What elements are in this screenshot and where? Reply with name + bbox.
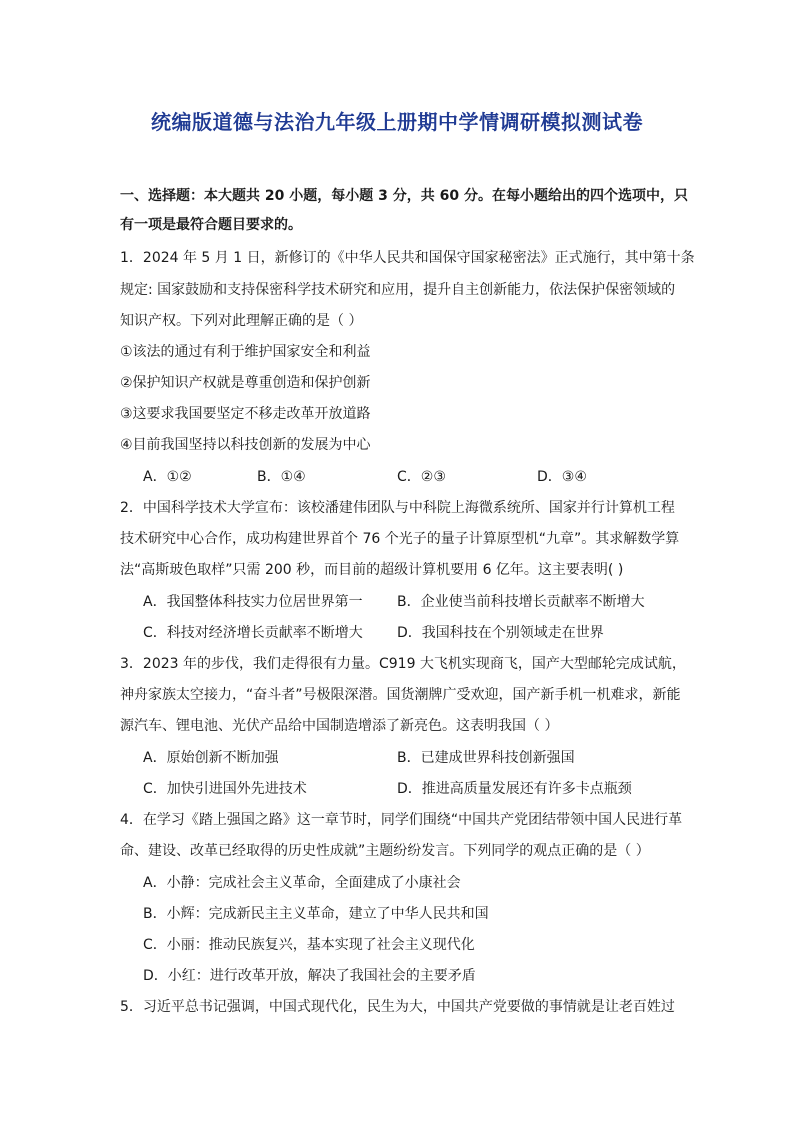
q2-stem-line2: 技术研究中心合作，成功构建世界首个 76 个光子的量子计算原型机“九章”。其求解数学算 (120, 531, 680, 547)
q1-stem-line1: 1．2024 年 5 月 1 日，新修订的《中华人民共和国保守国家秘密法》正式施行，其中第十条 (120, 250, 695, 266)
page-title: 统编版道德与法治九年级上册期中学情调研模拟测试卷 (151, 110, 643, 134)
q1-stem-line2: 规定: 国家鼓励和支持保密科学技术研究和应用，提升自主创新能力，依法保护保密领域的 (120, 282, 676, 298)
q3-stem-line3: 源汽车、锂电池、光伏产品给中国制造增添了新亮色。这表明我国（ ） (120, 718, 559, 734)
q2-stem-line3: 法“高斯玻色取样”只需 200 秒，而目前的超级计算机要用 6 亿年。这主要表明( ) (120, 562, 624, 578)
q1-option-a: A．①② (143, 469, 192, 485)
q2-option-d: D．我国科技在个别领域走在世界 (397, 625, 604, 641)
q1-item-3: ③这要求我国要坚定不移走改革开放道路 (120, 406, 371, 422)
q4-option-d: D．小红：进行改革开放，解决了我国社会的主要矛盾 (143, 968, 476, 984)
q2-option-a: A．我国整体科技实力位居世界第一 (143, 594, 363, 610)
q2-option-c: C．科技对经济增长贡献率不断增大 (143, 625, 363, 641)
q3-stem-line1: 3．2023 年的步伐，我们走得很有力量。C919 大飞机实现商飞，国产大型邮轮完成试航， (120, 656, 686, 672)
q2-option-b: B．企业使当前科技增长贡献率不断增大 (397, 594, 645, 610)
q3-option-c: C．加快引进国外先进技术 (143, 781, 307, 797)
q1-option-b: B．①④ (257, 469, 306, 485)
q4-stem-line2: 命、建设、改革已经取得的历史性成就”主题纷纷发言。下列同学的观点正确的是（ ） (120, 843, 650, 859)
q3-stem-line2: 神舟家族太空接力，“奋斗者”号极限深潜。国货潮牌广受欢迎，国产新手机一机难求，新能 (120, 687, 681, 703)
q3-option-d: D．推进高质量发展还有许多卡点瓶颈 (397, 781, 632, 797)
section-heading-line1: 一、选择题：本大题共 20 小题，每小题 3 分，共 60 分。在每小题给出的四个选项中，只 (120, 188, 688, 204)
q1-stem-line3: 知识产权。下列对此理解正确的是（ ） (120, 313, 363, 329)
q4-option-a: A．小静：完成社会主义革命，全面建成了小康社会 (143, 875, 461, 891)
q1-option-c: C．②③ (397, 469, 446, 485)
q1-item-1: ①该法的通过有利于维护国家安全和利益 (120, 344, 371, 360)
q4-option-c: C．小丽：推动民族复兴，基本实现了社会主义现代化 (143, 937, 475, 953)
q5-stem-line1: 5．习近平总书记强调，中国式现代化，民生为大，中国共产党要做的事情就是让老百姓过 (120, 999, 675, 1015)
section-heading-line2: 有一项是最符合题目要求的。 (120, 217, 302, 233)
q3-option-b: B．已建成世界科技创新强国 (397, 750, 575, 766)
q1-option-d: D．③④ (537, 469, 587, 485)
q3-option-a: A．原始创新不断加强 (143, 750, 279, 766)
q1-item-2: ②保护知识产权就是尊重创造和保护创新 (120, 375, 371, 391)
q1-item-4: ④目前我国坚持以科技创新的发展为中心 (120, 437, 371, 453)
q2-stem-line1: 2．中国科学技术大学宣布：该校潘建伟团队与中科院上海微系统所、国家并行计算机工程 (120, 500, 675, 516)
q4-stem-line1: 4．在学习《踏上强国之路》这一章节时，同学们围绕“中国共产党团结带领中国人民进行革 (120, 812, 683, 828)
q4-option-b: B．小辉：完成新民主主义革命，建立了中华人民共和国 (143, 906, 489, 922)
